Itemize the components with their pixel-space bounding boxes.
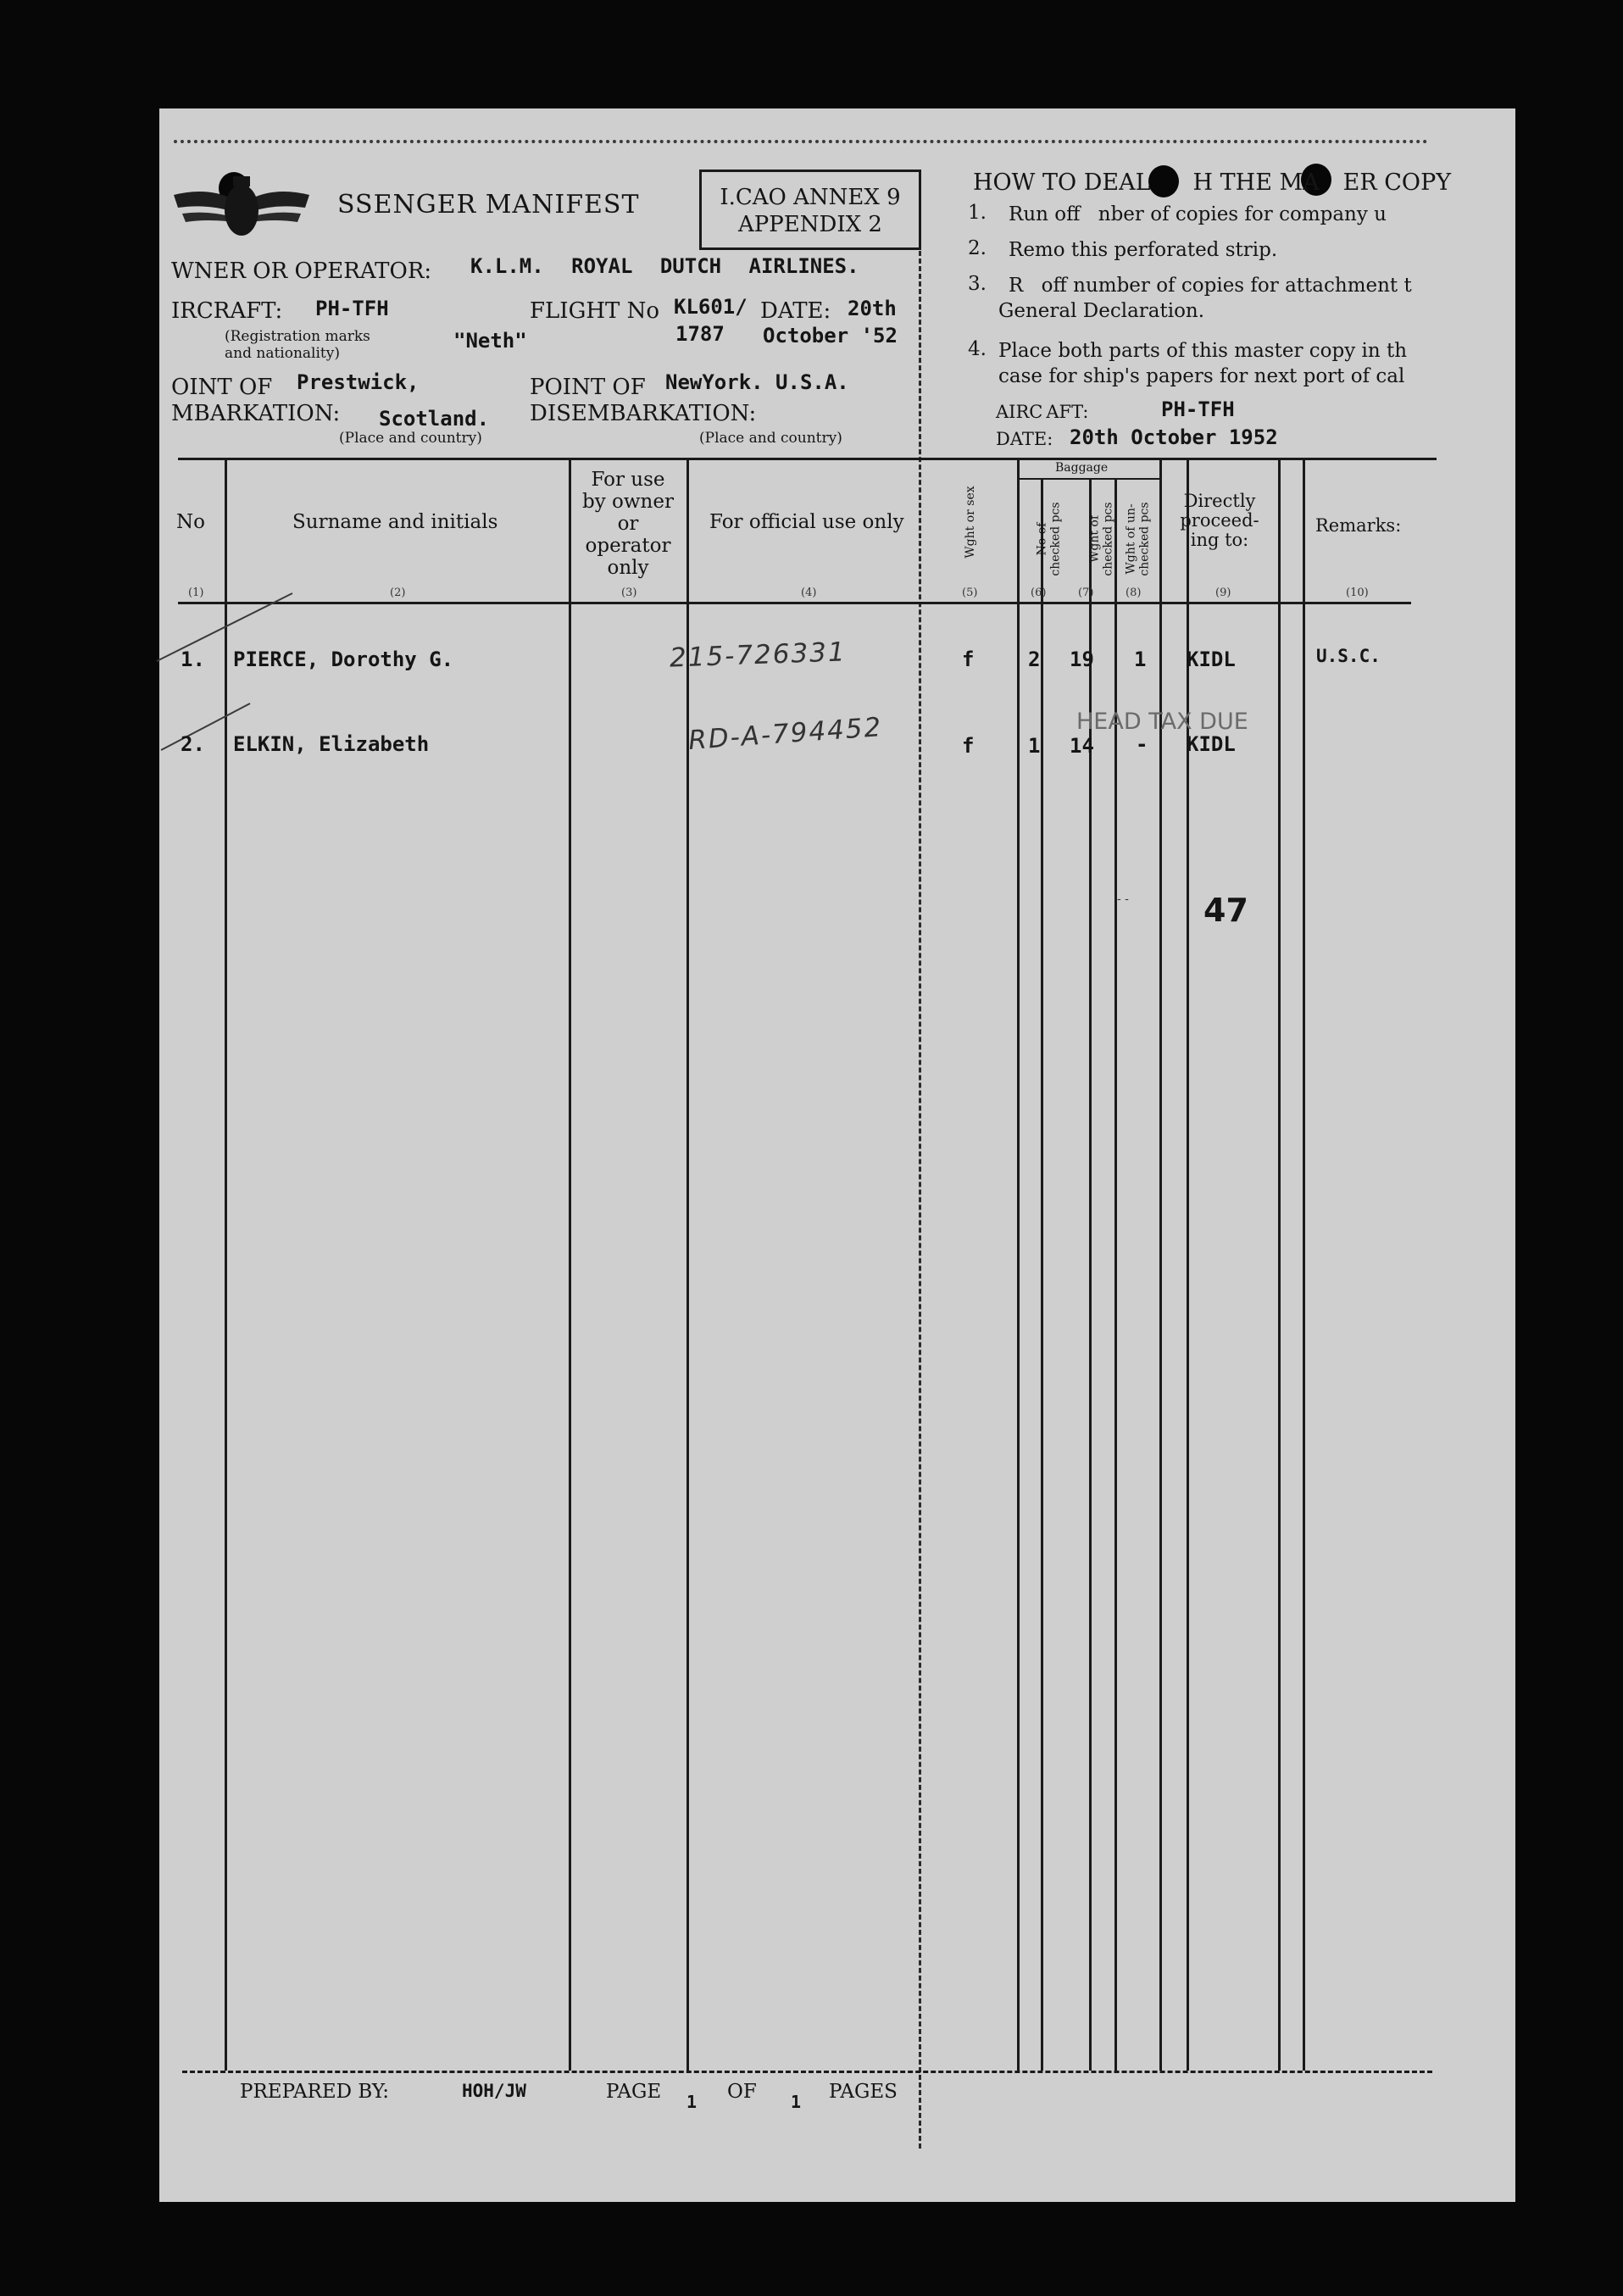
- nationality-value: "Neth": [453, 329, 527, 353]
- page-title: SSENGER MANIFEST: [337, 190, 640, 220]
- instruction-1: Run off nber of copies for company u: [1009, 203, 1387, 225]
- page-number: 1: [686, 2092, 698, 2112]
- annex-line-1: I.CAO ANNEX 9: [720, 185, 901, 210]
- row-1-unchecked: 1: [1134, 648, 1147, 671]
- col-divider: [1278, 458, 1281, 2071]
- flight-value-1: KL601/: [674, 295, 748, 319]
- date-label: DATE:: [760, 298, 831, 324]
- col-official-use-header: For official use only: [709, 511, 904, 533]
- col-directly-header: Directly proceed- ing to:: [1180, 491, 1259, 550]
- col-remarks-header: Remarks:: [1315, 515, 1402, 536]
- table-top-rule: [178, 458, 1437, 460]
- prepared-by-label: PREPARED BY:: [240, 2081, 390, 2103]
- strip-date-label: DATE:: [996, 429, 1053, 449]
- col-number: (7): [1078, 587, 1094, 599]
- page-total: 1: [791, 2092, 802, 2112]
- col-number: (1): [188, 587, 204, 599]
- instructions-title-1: HOW TO DEAL: [973, 170, 1151, 196]
- col-no-header: No: [176, 511, 205, 533]
- instruction-2-num: 2.: [968, 237, 987, 259]
- col-owner-use-header: For use by owner or operator only: [582, 469, 674, 579]
- page-label: PAGE: [606, 2081, 662, 2103]
- instruction-4-line2: case for ship's papers for next port of cal: [998, 365, 1405, 387]
- flight-value-2: 1787: [675, 322, 725, 346]
- disembark-note: (Place and country): [699, 430, 842, 447]
- row-1-pcs: 2: [1028, 648, 1041, 671]
- annex-line-2: APPENDIX 2: [738, 212, 882, 237]
- instruction-3-line2: General Declaration.: [998, 300, 1205, 322]
- col-divider: [1041, 479, 1043, 2071]
- owner-value: K.L.M. ROYAL DUTCH AIRLINES.: [470, 254, 859, 278]
- disembark-label-1: POINT OF: [530, 375, 646, 400]
- col-number: (8): [1126, 587, 1142, 599]
- registration-note-2: and nationality): [225, 345, 340, 362]
- instruction-3-num: 3.: [968, 273, 987, 295]
- col-checked-pcs-header: No of checked pcs: [1035, 502, 1063, 576]
- row-2-dest: KIDL: [1187, 732, 1236, 756]
- row-2-name: ELKIN, Elizabeth: [233, 732, 430, 756]
- strip-aircraft-label: AIRC AFT:: [996, 402, 1089, 422]
- klm-wings-logo-icon: [174, 170, 309, 246]
- col-divider: [1187, 458, 1189, 2071]
- embark-label-2: MBARKATION:: [171, 401, 341, 426]
- annex-box: [699, 170, 921, 250]
- col-number: (4): [801, 587, 817, 599]
- col-divider: [1159, 458, 1162, 2071]
- of-label: OF: [727, 2081, 757, 2103]
- strip-aircraft-value: PH-TFH: [1161, 397, 1235, 421]
- instruction-3: R off number of copies for attachment t: [1009, 275, 1412, 297]
- row-2-unchecked: -: [1136, 732, 1148, 756]
- row-1-wt: 19: [1070, 648, 1094, 671]
- baggage-header: Baggage: [1055, 461, 1109, 475]
- table-bottom-rule: [182, 2071, 1432, 2073]
- row-1-remarks: U.S.C.: [1316, 646, 1381, 666]
- col-divider: [1017, 458, 1020, 2071]
- col-weight-sex-header: Wght or sex: [964, 486, 977, 559]
- col-divider: [686, 458, 689, 2071]
- row-2-sex: f: [962, 734, 975, 758]
- col-divider: [1303, 458, 1305, 2071]
- pages-label: PAGES: [829, 2081, 898, 2103]
- instructions-title: [973, 170, 1451, 196]
- col-number: (5): [962, 587, 978, 599]
- row-1-name: PIERCE, Dorothy G.: [233, 648, 454, 671]
- row-1-sex: f: [962, 648, 975, 671]
- flight-label: FLIGHT No: [530, 298, 660, 324]
- embark-label-1: OINT OF: [171, 375, 273, 400]
- owner-label: WNER OR OPERATOR:: [171, 259, 432, 284]
- date-value-1: 20th: [848, 297, 897, 320]
- row-1-dest: KIDL: [1187, 648, 1236, 671]
- row-2-wt: 14: [1070, 734, 1094, 758]
- instruction-1-num: 1.: [968, 202, 987, 224]
- instruction-2: Remo this perforated strip.: [1009, 239, 1278, 261]
- col-number: (10): [1346, 587, 1369, 599]
- col-number: (9): [1215, 587, 1231, 599]
- date-value-2: October '52: [763, 324, 898, 347]
- col-divider: [569, 458, 571, 2071]
- embark-value-1: Prestwick,: [297, 370, 420, 394]
- head-tax-due-stamp: HEAD TAX DUE: [1076, 709, 1248, 735]
- embark-note: (Place and country): [339, 430, 482, 447]
- prepared-by-value: HOH/JW: [462, 2081, 526, 2101]
- disembark-value: NewYork. U.S.A.: [665, 370, 849, 394]
- col-checked-weight-header: Wght of checked pcs: [1087, 502, 1115, 576]
- embark-value-2: Scotland.: [379, 407, 490, 431]
- disembark-label-2: DISEMBARKATION:: [530, 401, 757, 426]
- registration-note-1: (Registration marks: [225, 328, 370, 345]
- aircraft-value: PH-TFH: [315, 297, 389, 320]
- perforated-strip-line: [919, 182, 921, 2149]
- col-unchecked-weight-header: Wght of un- checked pcs: [1124, 502, 1152, 576]
- manifest-sheet: [159, 108, 1515, 2202]
- table-header-rule: [178, 602, 1411, 604]
- row-2-no: 2.: [181, 732, 205, 756]
- col-number: (6): [1031, 587, 1047, 599]
- instruction-4-num: 4.: [968, 338, 987, 360]
- col-number: (2): [390, 587, 406, 599]
- instructions-title-2: H THE MA: [1192, 170, 1320, 196]
- instruction-4-line1: Place both parts of this master copy in th: [998, 340, 1408, 362]
- col-surname-header: Surname and initials: [292, 511, 498, 533]
- instructions-title-3: ER COPY: [1342, 170, 1452, 196]
- row-1-no: 1.: [181, 648, 205, 671]
- row-1-official: 215-726331: [669, 637, 848, 674]
- row-2-official: RD-A-794452: [687, 712, 884, 756]
- perforation-top: [174, 140, 1428, 143]
- total-count: 47: [1203, 892, 1248, 929]
- tick-mark: - -: [1117, 892, 1129, 906]
- row-2-pcs: 1: [1028, 734, 1041, 758]
- aircraft-label: IRCRAFT:: [171, 298, 283, 324]
- strip-date-value: 20th October 1952: [1070, 425, 1278, 449]
- col-number: (3): [621, 587, 637, 599]
